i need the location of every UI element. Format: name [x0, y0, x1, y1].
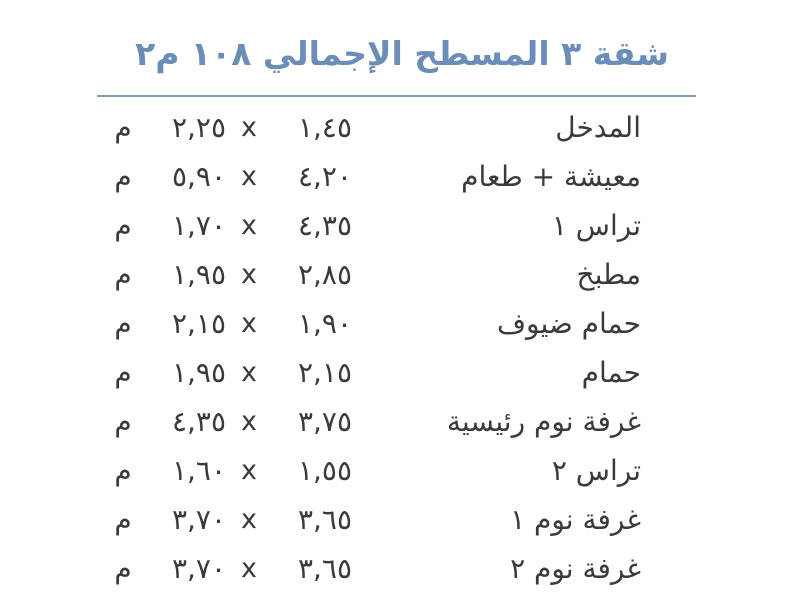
room-dimension-second: ١,٩٥ [171, 356, 226, 389]
room-dimension-first: ٣,٦٥ [297, 503, 352, 536]
room-dimension-first: ١,٥٥ [297, 454, 352, 487]
times-sign: x [241, 406, 257, 437]
room-dimension-second: ١,٧٠ [171, 209, 226, 242]
room-dimension-second: ١,٩٥ [171, 258, 226, 291]
room-dimension-second: ٤,٣٥ [171, 405, 226, 438]
room-name: حمام [581, 356, 641, 389]
room-name: حمام ضيوف [497, 307, 641, 340]
room-dimension-second: ٣,٧٠ [171, 503, 226, 536]
table-row [0, 201, 799, 250]
table-row [0, 397, 799, 446]
room-name: غرفة نوم ١ [510, 503, 641, 536]
room-dimension-second: ٢,١٥ [171, 307, 226, 340]
room-name: المدخل [555, 111, 641, 144]
room-dimension-first: ٢,٨٥ [297, 258, 352, 291]
table-row [0, 495, 799, 544]
times-sign: x [241, 504, 257, 535]
unit-label: م [114, 307, 132, 340]
room-dimension-second: ٣,٧٠ [171, 552, 226, 585]
room-dimension-first: ١,٤٥ [297, 111, 352, 144]
unit-label: م [114, 405, 132, 438]
table-row [0, 299, 799, 348]
times-sign: x [241, 357, 257, 388]
room-dimension-second: ٥,٩٠ [171, 160, 226, 193]
unit-label: م [114, 356, 132, 389]
unit-label: م [114, 454, 132, 487]
room-dimension-first: ١,٩٠ [297, 307, 352, 340]
room-name: غرفة نوم ٢ [510, 552, 641, 585]
unit-label: م [114, 111, 132, 144]
room-name: غرفة نوم رئيسية [446, 405, 641, 438]
unit-label: م [114, 503, 132, 536]
room-dimension-second: ١,٦٠ [171, 454, 226, 487]
room-dimension-second: ٢,٢٥ [171, 111, 226, 144]
times-sign: x [241, 259, 257, 290]
room-name: تراس ٢ [551, 454, 641, 487]
table-row [0, 544, 799, 593]
room-dimension-first: ٤,٣٥ [297, 209, 352, 242]
unit-label: م [114, 160, 132, 193]
table-row [0, 446, 799, 495]
apartment-title: شقة ٣ المسطح الإجمالي ١٠٨ م٢ [135, 34, 669, 73]
room-dimension-first: ٣,٦٥ [297, 552, 352, 585]
unit-label: م [114, 258, 132, 291]
room-name: معيشة + طعام [461, 160, 641, 193]
room-name: تراس ١ [551, 209, 641, 242]
times-sign: x [241, 210, 257, 241]
table-row [0, 250, 799, 299]
times-sign: x [241, 455, 257, 486]
room-dimension-first: ٣,٧٥ [297, 405, 352, 438]
times-sign: x [241, 553, 257, 584]
room-dimension-first: ٢,١٥ [297, 356, 352, 389]
title-divider [97, 95, 696, 97]
table-row [0, 348, 799, 397]
clipped-previous-content [0, 0, 799, 8]
times-sign: x [241, 112, 257, 143]
room-name: مطبخ [576, 258, 641, 291]
unit-label: م [114, 552, 132, 585]
times-sign: x [241, 161, 257, 192]
times-sign: x [241, 308, 257, 339]
table-row [0, 103, 799, 152]
room-dimension-first: ٤,٢٠ [297, 160, 352, 193]
table-row [0, 152, 799, 201]
unit-label: م [114, 209, 132, 242]
room-dimensions-table [0, 103, 799, 593]
